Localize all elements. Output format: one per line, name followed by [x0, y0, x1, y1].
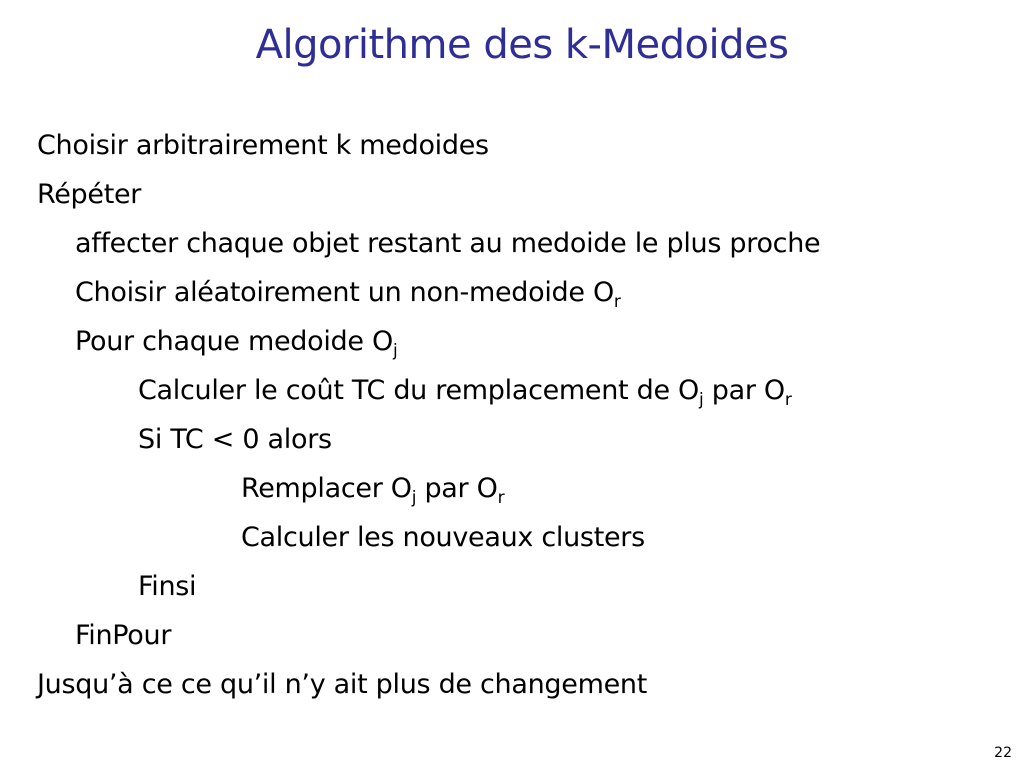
slide-title: Algorithme des k-Medoides — [255, 22, 789, 68]
line-text: affecter chaque objet restant au medoide le plus proche — [75, 228, 821, 259]
line-text: Remplacer O — [241, 473, 412, 504]
pseudocode-line — [75, 326, 398, 361]
pseudocode-line — [138, 375, 792, 410]
pseudocode-line — [37, 130, 489, 161]
line-text: Pour chaque medoide O — [75, 326, 393, 357]
pseudocode-line — [37, 179, 141, 210]
slide-number: 22 — [994, 745, 1012, 761]
pseudocode-line — [75, 277, 621, 312]
line-text: par O — [703, 375, 785, 406]
subscript: r — [497, 488, 505, 508]
pseudocode-line — [138, 571, 196, 602]
pseudocode-line — [138, 424, 332, 455]
line-text: Calculer le coût TC du remplacement de O — [138, 375, 700, 406]
line-text: Choisir arbitrairement k medoides — [37, 130, 489, 161]
pseudocode-line — [75, 228, 820, 259]
pseudocode-line — [241, 473, 505, 508]
line-text: Répéter — [37, 179, 142, 210]
line-text: FinPour — [75, 620, 172, 651]
subscript: j — [699, 390, 704, 410]
subscript: j — [392, 341, 398, 361]
subscript: j — [411, 488, 417, 508]
pseudocode-line — [37, 669, 647, 700]
line-text: Si TC < 0 alors — [138, 424, 332, 455]
subscript: r — [613, 292, 621, 312]
pseudocode-line — [75, 620, 171, 651]
line-text: Choisir aléatoirement un non-medoide O — [75, 277, 614, 308]
pseudocode-line — [241, 522, 645, 553]
line-text: Calculer les nouveaux clusters — [241, 522, 645, 553]
line-text: par O — [416, 473, 498, 504]
line-text: Jusqu’à ce ce qu’il n’y ait plus de changement — [37, 669, 647, 700]
subscript: r — [784, 390, 792, 410]
line-text: Finsi — [138, 571, 197, 602]
